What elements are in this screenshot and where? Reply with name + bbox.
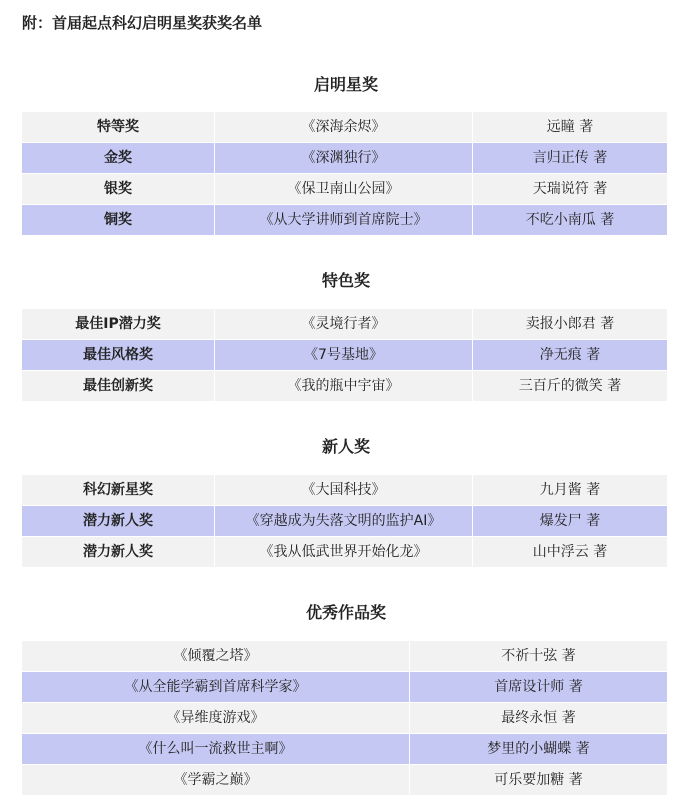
- award-name: 科幻新星奖: [22, 475, 215, 506]
- award-table-tese: [22, 309, 667, 402]
- award-table-qimingxing: [22, 112, 667, 236]
- author-name: 最终永恒 著: [410, 703, 667, 734]
- award-name: 铜奖: [22, 205, 215, 236]
- author-name: 可乐要加糖 著: [410, 765, 667, 796]
- work-title: 《穿越成为失落文明的监护AI》: [215, 506, 473, 537]
- author-name: 言归正传 著: [473, 143, 667, 174]
- table-row: [22, 506, 667, 537]
- table-row: [22, 143, 667, 174]
- table-row: [22, 174, 667, 205]
- table-row: [22, 765, 667, 796]
- work-title: 《保卫南山公园》: [215, 174, 473, 205]
- author-name: 不吃小南瓜 著: [473, 205, 667, 236]
- author-name: 天瑞说符 著: [473, 174, 667, 205]
- work-title: 《灵境行者》: [215, 309, 473, 340]
- section-title-xinren: 新人奖: [321, 437, 370, 456]
- award-name: 最佳风格奖: [22, 340, 215, 371]
- section-title-qimingxing: 启明星奖: [313, 75, 378, 94]
- work-title: 《深海余烬》: [215, 112, 473, 143]
- award-table-xinren: [22, 475, 667, 568]
- table-row: [22, 309, 667, 340]
- work-title: 《我从低武世界开始化龙》: [215, 537, 473, 568]
- table-row: [22, 734, 667, 765]
- table-row: [22, 672, 667, 703]
- award-name: 最佳IP潜力奖: [22, 309, 215, 340]
- table-row: [22, 537, 667, 568]
- author-name: 卖报小郎君 著: [473, 309, 667, 340]
- table-row: [22, 205, 667, 236]
- author-name: 不祈十弦 著: [410, 641, 667, 672]
- author-name: 首席设计师 著: [410, 672, 667, 703]
- work-title: 《深渊独行》: [215, 143, 473, 174]
- work-title: 《大国科技》: [215, 475, 473, 506]
- award-table-youxiu: [22, 641, 667, 796]
- section-title-tese: 特色奖: [321, 271, 370, 290]
- work-title: 《从全能学霸到首席科学家》: [22, 672, 410, 703]
- section-title-youxiu: 优秀作品奖: [305, 603, 386, 622]
- award-name: 特等奖: [22, 112, 215, 143]
- work-title: 《从大学讲师到首席院士》: [215, 205, 473, 236]
- table-row: [22, 340, 667, 371]
- page-title: 附：首届起点科幻启明星奖获奖名单: [22, 14, 263, 32]
- work-title: 《7号基地》: [215, 340, 473, 371]
- table-row: [22, 475, 667, 506]
- author-name: 净无痕 著: [473, 340, 667, 371]
- author-name: 山中浮云 著: [473, 537, 667, 568]
- author-name: 爆发尸 著: [473, 506, 667, 537]
- author-name: 九月酱 著: [473, 475, 667, 506]
- work-title: 《什么叫一流救世主啊》: [22, 734, 410, 765]
- award-name: 潜力新人奖: [22, 506, 215, 537]
- table-row: [22, 703, 667, 734]
- work-title: 《倾覆之塔》: [22, 641, 410, 672]
- award-name: 银奖: [22, 174, 215, 205]
- work-title: 《我的瓶中宇宙》: [215, 371, 473, 402]
- author-name: 三百斤的微笑 著: [473, 371, 667, 402]
- table-row: [22, 112, 667, 143]
- author-name: 远瞳 著: [473, 112, 667, 143]
- table-row: [22, 641, 667, 672]
- award-name: 最佳创新奖: [22, 371, 215, 402]
- award-name: 金奖: [22, 143, 215, 174]
- award-name: 潜力新人奖: [22, 537, 215, 568]
- work-title: 《异维度游戏》: [22, 703, 410, 734]
- table-row: [22, 371, 667, 402]
- work-title: 《学霸之巅》: [22, 765, 410, 796]
- author-name: 梦里的小蝴蝶 著: [410, 734, 667, 765]
